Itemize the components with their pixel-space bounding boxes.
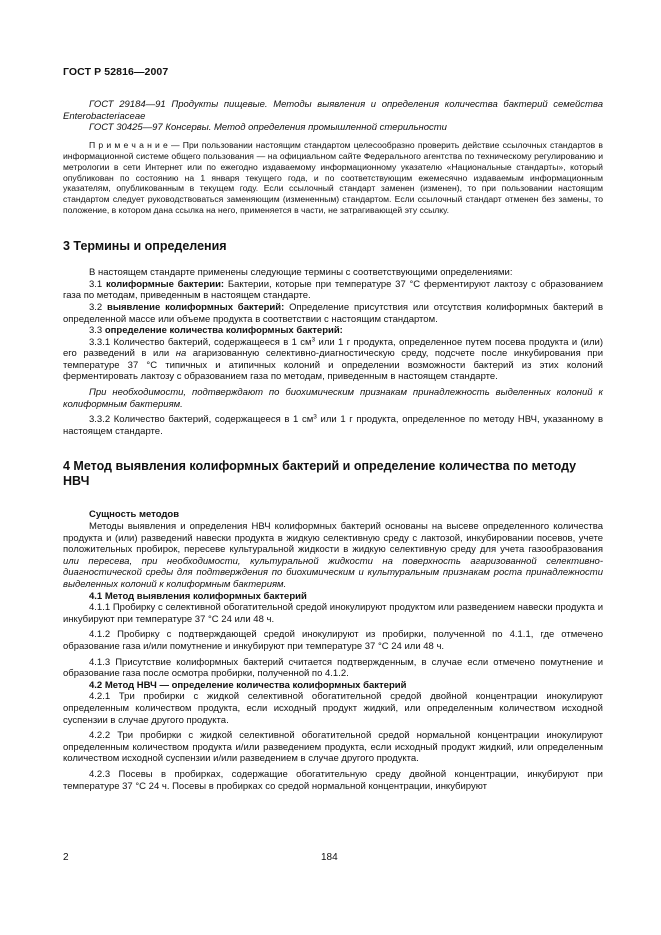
paragraph-4-2-1: 4.2.1 Три пробирки с жидкой селективной обогатительной средой двойной концентрации инокулируют определенным количеством продукта, если исходный продукт жидкий, или определенным количеством исходной суспензии в случае другого продукта. [63, 691, 603, 726]
term-name: выявление колиформных бактерий: [107, 301, 285, 313]
term-number: 3.2 [89, 301, 108, 313]
note-paragraph: П р и м е ч а н и е — При пользовании настоящим стандартом целесообразно проверить действие ссылочных стандартов в информационной системе общего пользования — на официальном сайте Федерального агентства по техническому регулированию и метрологии в сети Интернет или по ежегодно издаваемому информационному указателю «Национальные стандарты», который опубликован по состоянию на 1 января текущего года, и по соответствующим ежемесячно издаваемым информационным указателям, опубликованным в текущем году. Если ссылочный стандарт заменен (изменен), то при пользовании настоящим стандартом следует руководствоваться заменяющим (измененным) стандартом. Если ссылочный стандарт отменен без замены, то положение, в котором дана ссылка на него, применяется в части, не затрагивающей эту ссылку. [63, 139, 603, 216]
term-definition: Определение присутствия или отсутствия колиформных бактерий в определенной массе или объеме продукта в соответствии с настоящим стандартом. [63, 301, 604, 325]
section-3-title: 3 Термины и определения [63, 239, 227, 254]
paragraph-4-2-2: 4.2.2 Три пробирки с жидкой селективной обогатительной средой нормальной концентрации инокулируют определенным количеством продукта и/или разведением продукта, если исходный продукт жидкий, или определенным количеством исходной суспензии и/или разведением в случае другого продукта. [63, 730, 603, 765]
term-3-3-1-note: При необходимости, подтверждают по биохимическим признакам принадлежность выделенных колоний к колиформным бактериям. [63, 387, 603, 410]
essence-paragraph: Методы выявления и определения НВЧ колиформных бактерий основаны на высеве определенного количества продукта и (или) разведений навески продукта в жидкую селективную среду с лактозой, инкубировании посевов, учете положительных пробирок, пересеве культуральной жидкости в жидкую селективную среду для учета газообразования или пересева, при необходимости, культуральной жидкости на поверхность агаризованной селективно-диагностической среды для подтверждения по биохимическим и культуральным признакам роста принадлежности выделенных колоний к колиформным бактериям. [63, 521, 603, 590]
term-3-2 [63, 302, 603, 325]
subsection-4-2-title: 4.2 Метод НВЧ — определение количества колиформных бактерий [89, 679, 407, 691]
paragraph-4-1-1: 4.1.1 Пробирку с селективной обогатительной средой инокулируют продуктом или разведением навески продукта и инкубируют при температуре 37 °С 24 или 48 ч. [63, 602, 603, 625]
document-header: ГОСТ Р 52816—2007 [63, 66, 169, 78]
page-number-left: 2 [63, 852, 69, 863]
section-4-title: 4 Метод выявления колиформных бактерий и определение количества по методу НВЧ [63, 459, 577, 489]
page-number-center: 184 [321, 852, 338, 863]
paragraph-4-1-2: 4.1.2 Пробирку с подтверждающей средой инокулируют из пробирки, полученной по 4.1.1, где отмечено образование газа и/или помутнение и инкубируют при температуре 37 °С 24 или 48 ч. [63, 629, 603, 652]
term-3-3 [63, 325, 603, 337]
subsection-4-1-title: 4.1 Метод выявления колиформных бактерий [89, 590, 307, 602]
term-3-3-1: 3.3.1 Количество бактерий, содержащееся в 1 $см^3$ или 1 г продукта, определенное путем посева продукта и (или) его разведений в или на агаризованную селективно-диагностическую среду, подсчете после инкубирования при температуре 37 °С типичных и атипичных колоний и определении возможности бактерий из этих колоний ферментировать лактозу с образованием газа по методам, приведенным в настоящем стандарте. [63, 336, 604, 383]
reference-gost-30425: ГОСТ 30425—97 Консервы. Метод определения промышленной стерильности [89, 122, 447, 134]
page-content [63, 99, 603, 792]
section-3-intro: В настоящем стандарте применены следующие термины с соответствующими определениями: [89, 267, 513, 279]
reference-gost-29184: ГОСТ 29184—91 Продукты пищевые. Методы выявления и определения количества бактерий семейства Enterobacteriaceae [63, 99, 603, 122]
essence-title: Сущность методов [89, 509, 180, 521]
paragraph-4-1-3: 4.1.3 Присутствие колиформных бактерий считается подтвержденным, в случае если отмечено помутнение и образование газа после осмотра пробирки, полученной по 4.1.2. [63, 656, 603, 680]
term-number: 3.3 [89, 325, 105, 337]
term-name: колиформные бактерии: [105, 278, 225, 290]
term-name: определение количества колиформных бактерий: [104, 325, 343, 337]
term-3-1 [63, 279, 603, 302]
term-number: 3.1 [89, 278, 106, 290]
paragraph-4-2-3: 4.2.3 Посевы в пробирках, содержащие обогатительную среду двойной концентрации, инкубируют при температуре 37 °С 24 ч. Посевы в пробирках со средой нормальной концентрации, инкубируют [63, 768, 603, 792]
term-definition: Бактерии, которые при температуре 37 °С ферментируют лактозу с образованием газа по методам, приведенным в настоящем стандарте. [63, 278, 603, 302]
term-3-3-2: 3.3.2 Количество бактерий, содержащееся в 1 $см^3$ или 1 г продукта, определенное по методу НВЧ, указанному в настоящем стандарте. [63, 413, 603, 437]
